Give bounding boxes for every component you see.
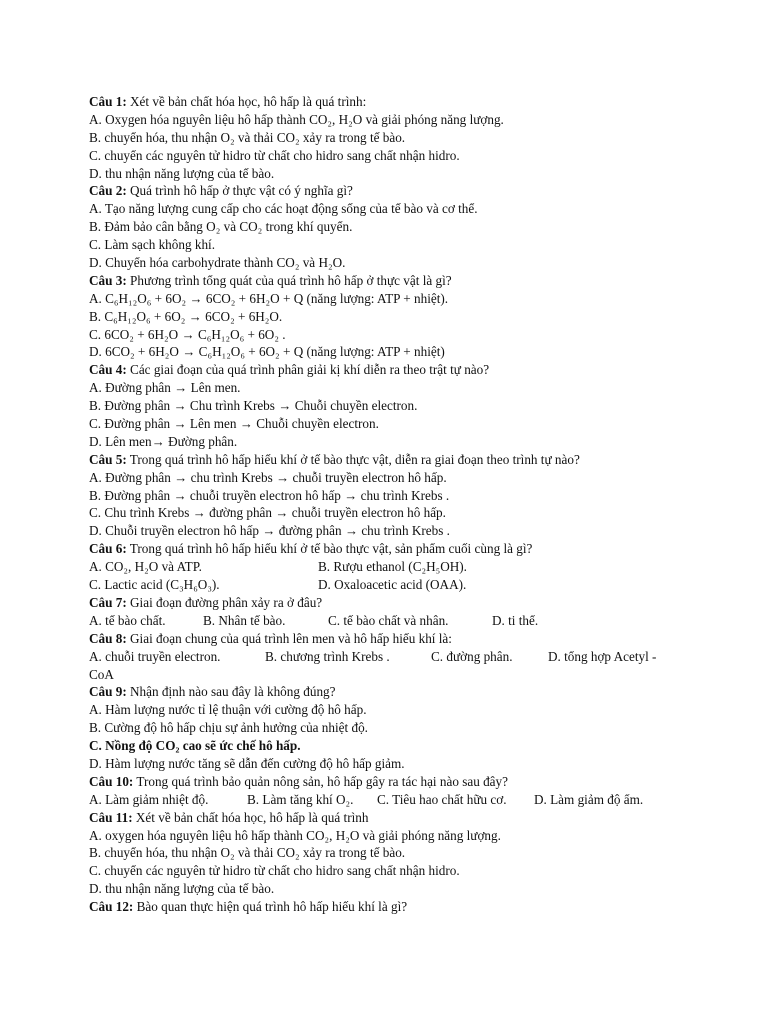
question-text: Phương trình tổng quát của quá trình hô hấp ở thực vật là gì? [126, 272, 452, 288]
question-7 [89, 594, 689, 612]
answer-8c: C. đường phân. [431, 648, 513, 664]
answer-1b: B. chuyển hóa, thu nhận O₂ và thải CO₂ xảy ra trong tế bào. [89, 129, 406, 145]
answer-3b: B. C₆H₁₂O₆ + 6O₂ → 6CO₂ + 6H₂O. [89, 308, 283, 324]
question-12 [89, 898, 689, 916]
answer-6b: B. Rượu ethanol (C₂H₅OH). [318, 559, 467, 575]
answer-11c: C. chuyển các nguyên tử hidro từ chất cho hidro sang chất nhận hidro. [89, 863, 460, 879]
question-4 [89, 361, 689, 379]
answer-3c: C. 6CO₂ + 6H₂O → C₆H₁₂O₆ + 6O₂ . [89, 326, 286, 342]
answer-9a: A. Hàm lượng nước tỉ lệ thuận với cường độ hô hấp. [89, 702, 367, 718]
answer-7c: C. tế bào chất và nhân. [328, 612, 449, 628]
question-3 [89, 272, 689, 290]
quiz-page [89, 93, 689, 916]
answer-5b: B. Đường phân → chuỗi truyền electron hô hấp → chu trình Krebs . [89, 487, 450, 503]
answer-2d: D. Chuyển hóa carbohydrate thành CO₂ và H₂O. [89, 255, 346, 271]
answer-8b: B. chương trình Krebs . [265, 648, 390, 664]
question-text: Trong quá trình bảo quản nông sản, hô hấp gây ra tác hại nào sau đây? [133, 773, 508, 789]
answer-10c: C. Tiêu hao chất hữu cơ. [377, 791, 507, 807]
answer-8a: A. chuỗi truyền electron. [89, 648, 221, 664]
answer-2b: B. Đảm bảo cân bằng O₂ và CO₂ trong khí quyển. [89, 219, 353, 235]
question-1 [89, 93, 689, 111]
question-label: Câu 6: [89, 541, 127, 557]
answer-10b: B. Làm tăng khí O₂. [247, 791, 354, 807]
answer-8d: D. tổng hợp Acetyl - [548, 648, 657, 664]
answer-10a: A. Làm giảm nhiệt độ. [89, 791, 209, 807]
question-label: Câu 3: [89, 272, 127, 288]
question-text: Nhận định nào sau đây là không đúng? [126, 684, 336, 700]
question-label: Câu 4: [89, 362, 127, 378]
answer-row [89, 558, 689, 576]
question-10 [89, 773, 689, 791]
answer-row [89, 612, 689, 630]
answer-5c: C. Chu trình Krebs → đường phân → chuỗi truyền electron hô hấp. [89, 505, 446, 521]
answer-4b: B. Đường phân → Chu trình Krebs → Chuỗi chuyền electron. [89, 398, 418, 414]
answer-5a: A. Đường phân → chu trình Krebs → chuỗi truyền electron hô hấp. [89, 469, 447, 485]
answer-10d: D. Làm giảm độ ẩm. [534, 791, 644, 807]
question-8 [89, 630, 689, 648]
answer-2c: C. Làm sạch không khí. [89, 237, 215, 253]
question-6 [89, 540, 689, 558]
question-11 [89, 809, 689, 827]
answer-4d: D. Lên men→ Đường phân. [89, 433, 238, 449]
answer-7a: A. tế bào chất. [89, 612, 166, 628]
question-label: Câu 10: [89, 773, 134, 789]
question-9 [89, 683, 689, 701]
question-text: Xét về bản chất hóa học, hô hấp là quá trình: [126, 94, 367, 109]
question-text: Xét về bản chất hóa học, hô hấp là quá trình [132, 809, 369, 825]
question-2 [89, 182, 689, 200]
answer-8d-continued: CoA [89, 666, 114, 682]
answer-1d: D. thu nhận năng lượng của tế bào. [89, 165, 275, 181]
answer-1c: C. chuyển các nguyên tử hidro từ chất cho hidro sang chất nhận hidro. [89, 147, 460, 163]
answer-2a: A. Tạo năng lượng cung cấp cho các hoạt động sống của tế bào và cơ thể. [89, 201, 478, 217]
question-label: Câu 12: [89, 899, 134, 915]
question-text: Bào quan thực hiện quá trình hô hấp hiếu khí là gì? [133, 899, 408, 915]
question-label: Câu 1: [89, 94, 127, 109]
answer-6a: A. CO₂, H₂O và ATP. [89, 559, 202, 575]
answer-1a: A. Oxygen hóa nguyên liệu hô hấp thành CO₂, H₂O và giải phóng năng lượng. [89, 111, 504, 127]
answer-7b: B. Nhân tế bào. [203, 612, 286, 628]
answer-5d: D. Chuỗi truyền electron hô hấp → đường phân → chu trình Krebs . [89, 523, 450, 539]
answer-row [89, 648, 689, 666]
answer-9b: B. Cường độ hô hấp chịu sự ảnh hưởng của nhiệt độ. [89, 720, 368, 736]
answer-3a: A. C₆H₁₂O₆ + 6O₂ → 6CO₂ + 6H₂O + Q (năng lượng: ATP + nhiệt). [89, 290, 449, 306]
answer-4a: A. Đường phân → Lên men. [89, 380, 241, 396]
question-label: Câu 7: [89, 594, 127, 610]
answer-7d: D. ti thể. [492, 612, 539, 628]
answer-4c: C. Đường phân → Lên men → Chuỗi chuyền electron. [89, 416, 379, 432]
answer-11a: A. oxygen hóa nguyên liệu hô hấp thành CO₂, H₂O và giải phóng năng lượng. [89, 827, 501, 843]
answer-9d: D. Hàm lượng nước tăng sẽ dẫn đến cường độ hô hấp giảm. [89, 755, 405, 771]
question-text: Giai đoạn đường phân xảy ra ở đâu? [126, 594, 323, 610]
question-text: Quá trình hô hấp ở thực vật có ý nghĩa gì? [126, 183, 353, 199]
answer-row [89, 791, 689, 809]
answer-9c-correct: C. Nồng độ CO₂ cao sẽ ức chế hô hấp. [89, 738, 301, 754]
question-label: Câu 2: [89, 183, 127, 199]
question-5 [89, 451, 689, 469]
question-label: Câu 9: [89, 684, 127, 700]
question-label: Câu 5: [89, 451, 127, 467]
question-text: Giai đoạn chung của quá trình lên men và hô hấp hiếu khí là: [126, 630, 452, 646]
answer-6c: C. Lactic acid (C₃H₆O₃). [89, 577, 220, 593]
question-text: Trong quá trình hô hấp hiếu khí ở tế bào thực vật, diễn ra giai đoạn theo trình tự nào? [126, 451, 580, 467]
answer-row [89, 576, 689, 594]
question-text: Các giai đoạn của quá trình phân giải kị khí diễn ra theo trật tự nào? [126, 362, 490, 378]
answer-3d: D. 6CO₂ + 6H₂O → C₆H₁₂O₆ + 6O₂ + Q (năng lượng: ATP + nhiệt) [89, 344, 445, 360]
answer-11d: D. thu nhận năng lượng của tế bào. [89, 881, 275, 897]
answer-6d: D. Oxaloacetic acid (OAA). [318, 577, 467, 593]
question-label: Câu 11: [89, 809, 133, 825]
answer-11b: B. chuyển hóa, thu nhận O₂ và thải CO₂ xảy ra trong tế bào. [89, 845, 406, 861]
question-text: Trong quá trình hô hấp hiếu khí ở tế bào thực vật, sản phẩm cuối cùng là gì? [126, 541, 533, 557]
question-label: Câu 8: [89, 630, 127, 646]
